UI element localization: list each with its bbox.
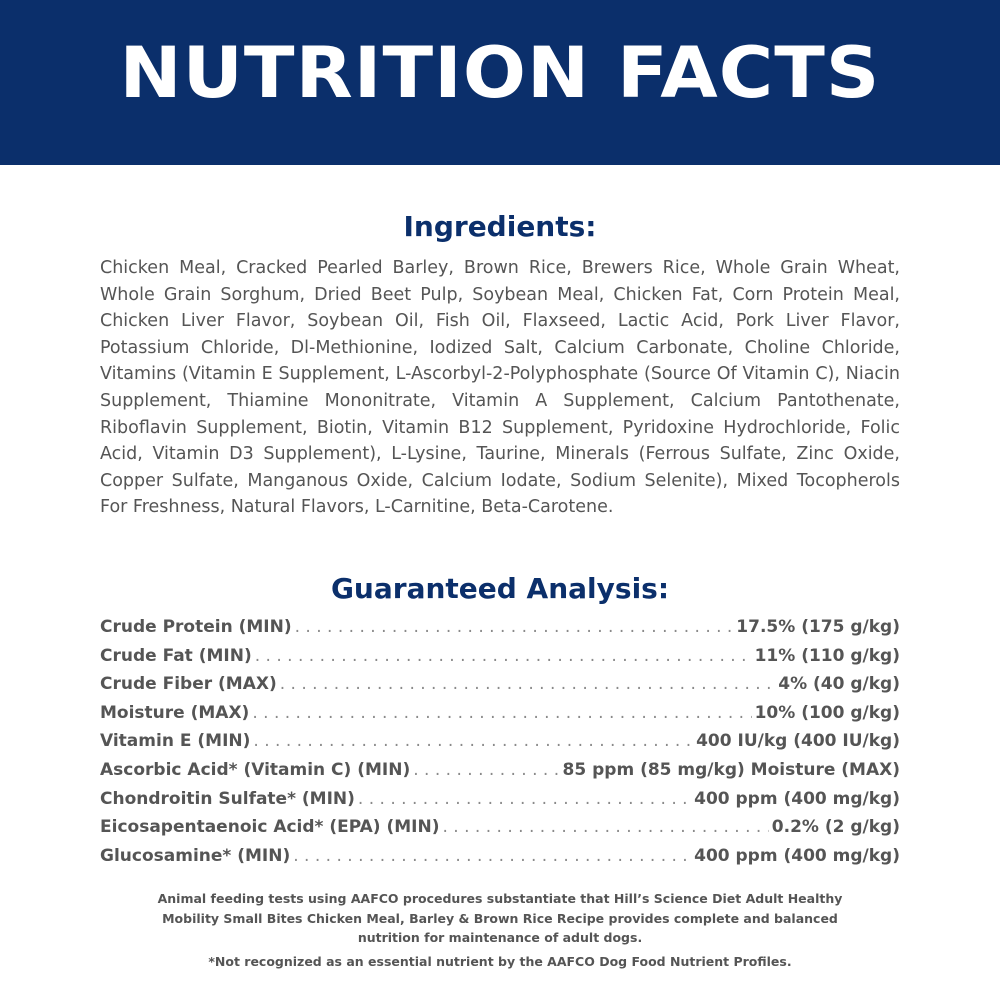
analysis-label: Chondroitin Sulfate* (MIN): [100, 788, 355, 809]
aafco-statement: Animal feeding tests using AAFCO procedures substantiate that Hill’s Science Diet Adult Healthy Mobility Small Bites Chicken Meal, Barley & Brown Rice Recipe provides complete and balanced nutrition for maintenance of adult dogs.: [157, 891, 843, 945]
dot-leader: [358, 789, 691, 809]
analysis-row-chondroitin-sulfate: [100, 789, 900, 818]
analysis-row-glucosamine: [100, 846, 900, 875]
analysis-row-ascorbic-acid: [100, 760, 900, 789]
analysis-value: 85 ppm (85 mg/kg) Moisture (MAX): [562, 759, 900, 780]
ingredients-list: Chicken Meal, Cracked Pearled Barley, Brown Rice, Brewers Rice, Whole Grain Wheat, Whole Grain Sorghum, Dried Beet Pulp, Soybean Meal, Chicken Fat, Corn Protein Meal, Chicken Liver Flavor, Soybean Oil, Fish Oil, Flaxseed, Lactic Acid, Pork Liver Flavor, Potassium Chloride, Dl-Methionine, Iodized Salt, Calcium Carbonate, Choline Chloride, Vitamins (Vitamin E Supplement, L-Ascorbyl-2-Polyphosphate (Source Of Vitamin C), Niacin Supplement, Thiamine Mononitrate, Vitamin A Supplement, Calcium Pantothenate, Riboflavin Supplement, Biotin, Vitamin B12 Supplement, Pyridoxine Hydrochloride, Folic Acid, Vitamin D3 Supplement), L-Lysine, Taurine, Minerals (Ferrous Sulfate, Zinc Oxide, Copper Sulfate, Manganous Oxide, Calcium Iodate, Sodium Selenite), Mixed Tocopherols For Freshness, Natural Flavors, L-Carnitine, Beta-Carotene.: [100, 258, 900, 518]
dot-leader: [443, 817, 769, 837]
analysis-row-vitamin-e: [100, 731, 900, 760]
analysis-label: Vitamin E (MIN): [100, 731, 251, 752]
analysis-label: Crude Fat (MIN): [100, 645, 252, 666]
dot-leader: [280, 674, 776, 694]
analysis-value: 17.5% (175 g/kg): [736, 617, 900, 637]
ingredients-heading: Ingredients:: [403, 210, 597, 243]
dot-leader: [255, 646, 752, 666]
analysis-row-epa: [100, 817, 900, 846]
analysis-value: 400 ppm (400 mg/kg): [694, 845, 900, 866]
dot-leader: [295, 617, 734, 637]
analysis-value: 10% (100 g/kg): [754, 702, 900, 723]
analysis-label: Eicosapentaenoic Acid* (EPA) (MIN): [100, 817, 440, 838]
analysis-value: 4% (40 g/kg): [778, 674, 900, 695]
dot-leader: [252, 703, 751, 723]
dot-leader: [253, 731, 693, 751]
analysis-value: 400 IU/kg (400 IU/kg): [696, 731, 900, 752]
analysis-label: Crude Protein (MIN): [100, 617, 292, 637]
analysis-row-crude-fat: [100, 646, 900, 675]
analysis-value: 400 ppm (400 mg/kg): [694, 788, 900, 809]
dot-leader: [293, 846, 691, 866]
analysis-row-crude-protein: [100, 617, 900, 646]
guaranteed-analysis-heading: Guaranteed Analysis:: [330, 572, 670, 605]
analysis-row-crude-fiber: [100, 674, 900, 703]
analysis-label: Ascorbic Acid* (Vitamin C) (MIN): [100, 759, 411, 780]
analysis-value: 11% (110 g/kg): [754, 645, 900, 666]
asterisk-footnote: *Not recognized as an essential nutrient by the AAFCO Dog Food Nutrient Profiles.: [208, 954, 792, 969]
page-title: NUTRITION FACTS: [119, 31, 881, 114]
analysis-label: Moisture (MAX): [100, 702, 250, 723]
analysis-label: Crude Fiber (MAX): [100, 674, 277, 695]
header-band: [0, 0, 1000, 165]
analysis-label: Glucosamine* (MIN): [100, 845, 291, 866]
analysis-row-moisture: [100, 703, 900, 732]
guaranteed-analysis-table: [100, 617, 900, 874]
analysis-value: 0.2% (2 g/kg): [771, 817, 900, 838]
dot-leader: [413, 760, 559, 780]
